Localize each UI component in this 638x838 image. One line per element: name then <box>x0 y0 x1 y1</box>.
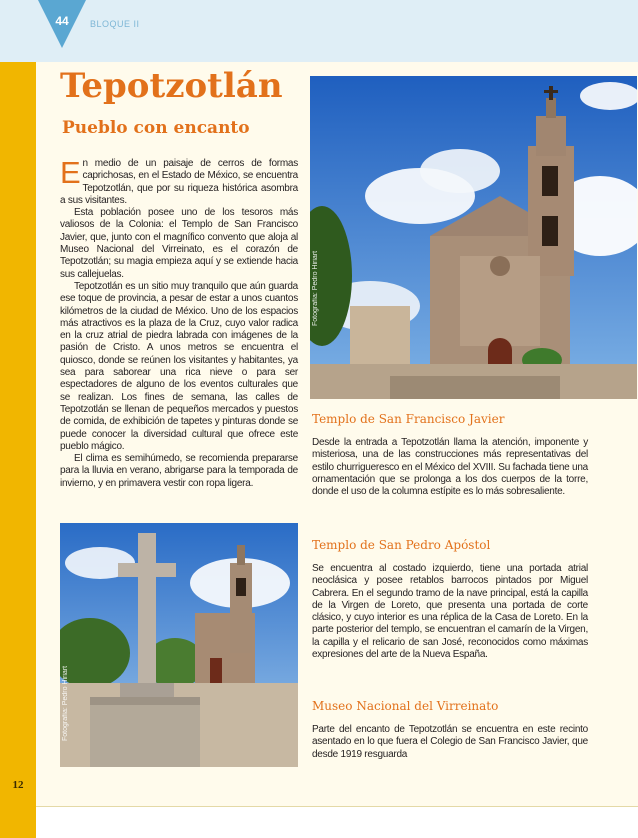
section-label: BLOQUE II <box>90 19 140 29</box>
section-heading: Templo de San Pedro Apóstol <box>312 538 491 552</box>
left-color-bar <box>0 62 36 838</box>
section-heading: Museo Nacional del Virreinato <box>312 699 499 713</box>
intro-paragraph: Tepotzotlán es un sitio muy tranquilo que aún guarda ese toque de provincia, a pesar de estar a unos cuantos kilómetros de la ciudad de México. Uno de los espacios más atractivos es la plaza de la Cruz, cuyo valor radica en la cruz atrial de piedra labrada con imágenes de la pasión de Cristo. A unos metros se encuentra el quiosco, donde se reúnen los visitantes y habitantes, ya sea para saborear una rica nieve o para ser espectadores de alguno de los eventos culturales que se realizan. Los fines de semana, las calles de Tepotzotlán se llenan de pequeños mercados y puestos de comida, de exhibición de tapetes y pinturas donde se puede conocer la diversidad cultural que ofrece este pueblo mágico. <box>60 280 298 452</box>
section-body: Desde la entrada a Tepotzotlán llama la atención, imponente y misteriosa, una de las construcciones más representativas del estilo churrigueresco en el México del XVIII. Su fachada tiene una ornamentación que se prolonga a los dos cuerpos de la torre, donde el uso de la columna estípite es lo más sobresaliente. <box>312 437 588 498</box>
page-header-band <box>0 0 638 62</box>
photo-church-facade <box>310 76 637 399</box>
photo-plaza-cross <box>60 523 298 767</box>
intro-text <box>60 155 298 490</box>
intro-paragraph: Esta población posee uno de los tesoros más valiosos de la Colonia: el Templo de San Francisco Javier, que, junto con el magnífico convento que aloja al Museo Nacional del Virreinato, es el corazón de Tepotzotlán; su magia empieza aquí y se extiende hacia sus callejuelas. <box>60 207 298 280</box>
section-heading: Templo de San Francisco Javier <box>312 412 505 426</box>
bottom-rule <box>36 806 638 807</box>
page-number: 12 <box>12 779 24 791</box>
intro-paragraph: El clima es semihúmedo, se recomienda prepararse para la lluvia en verano, abrigarse para la temporada de invierno, y en primavera vestir con ropa ligera. <box>60 453 298 489</box>
page-subtitle: Pueblo con encanto <box>62 118 250 138</box>
drop-cap: E <box>60 155 81 190</box>
photo-credit: Fotografía: Pedro Hiriart <box>62 665 69 741</box>
section-body: Se encuentra al costado izquierdo, tiene una portada atrial neoclásica y posee retablos barrocos pintados por Miguel Cabrera. En el segundo tramo de la nave principal, está la capilla de la Virgen de Loreto, que presenta una portada de corte clásico, y cuyo interior es una réplica de la Casa de Loreto. En la parte posterior del templo, se encuentran el camarín de la Virgen, la capilla y el relicario de san José, reconocidos como máximas expresiones del arte de la Nueva España. <box>312 563 588 661</box>
church-facade-image <box>310 76 637 399</box>
page-title: Tepotzotlán <box>60 66 283 106</box>
page-tab-number: 44 <box>55 14 69 28</box>
plaza-cross-image <box>60 523 298 767</box>
section-body: Parte del encanto de Tepotzotlán se encuentra en este recinto asentado en lo que fuera el Colegio de San Francisco Javier, que desde 1919 resguarda <box>312 724 588 760</box>
photo-credit: Fotografía: Pedro Hiriart <box>312 250 319 326</box>
intro-paragraph: En medio de un paisaje de cerros de formas caprichosas, en el Estado de México, se encuentra Tepotzotlán, que por su riqueza histórica asombra a sus visitantes. <box>60 155 298 206</box>
